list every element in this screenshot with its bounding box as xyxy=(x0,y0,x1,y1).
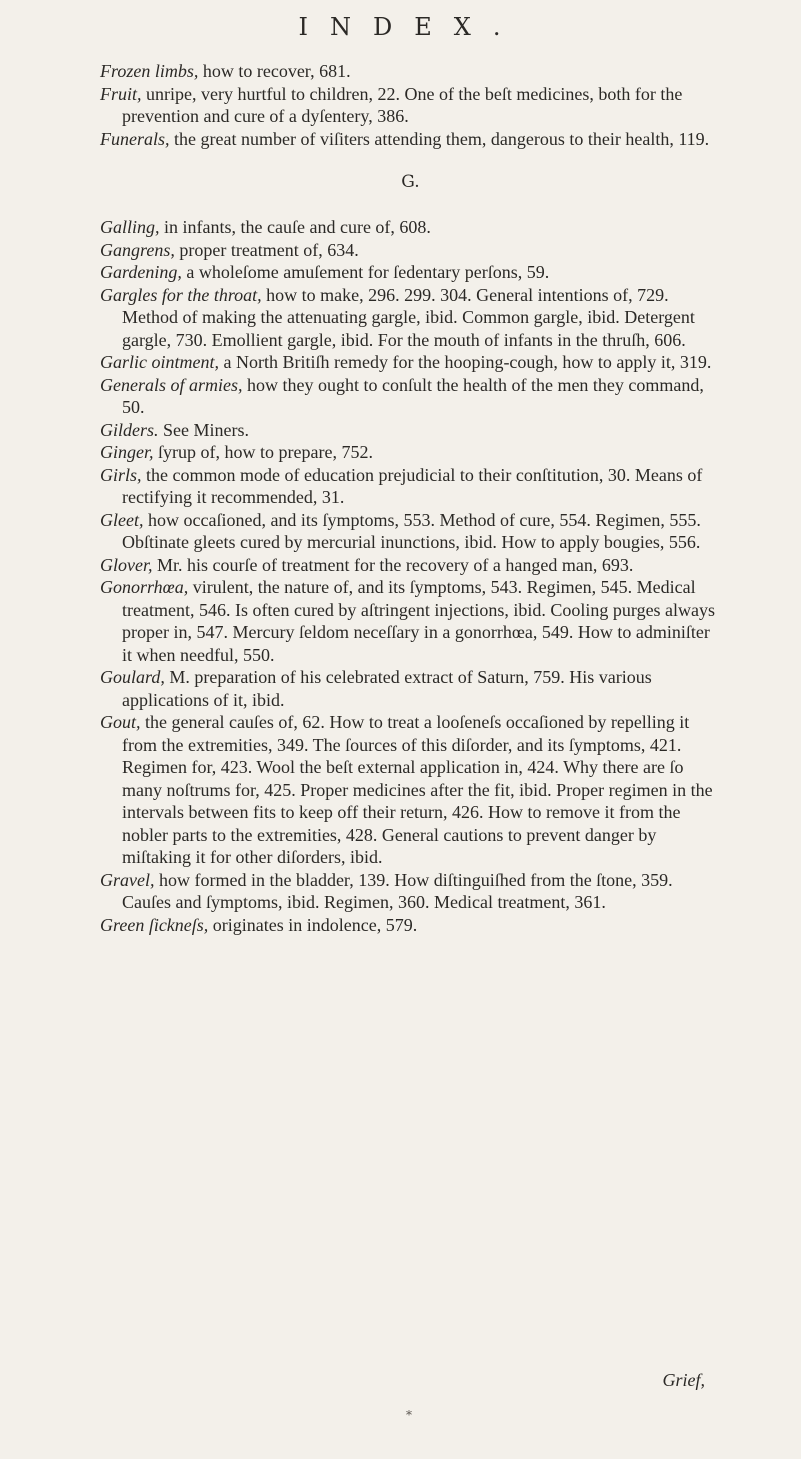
entry-headword: Garlic ointment, xyxy=(100,352,219,372)
entry-text: the great number of viſiters attending them, dangerous to their health, 119. xyxy=(169,128,710,149)
entry-text: proper treatment of, 634. xyxy=(174,239,359,260)
entry-text: how formed in the bladder, 139. How diſtinguiſhed from the ſtone, 359. Cauſes and ſymptoms, ibid. Regimen, 360. Medical treatment, 361. xyxy=(122,869,673,912)
index-entry xyxy=(100,576,721,666)
index-entry xyxy=(100,216,721,239)
entry-headword: Generals of armies, xyxy=(100,374,243,395)
index-entry xyxy=(100,441,721,464)
entry-text: in infants, the cauſe and cure of, 608. xyxy=(159,217,431,237)
entry-headword: Gleet, xyxy=(100,509,144,530)
index-entry xyxy=(100,464,721,509)
entry-text: how to make, 296. 299. 304. General intentions of, 729. Method of making the attenuating gargle, ibid. Common gargle, ibid. Detergent gargle, 730. Emollient gargle, ibid. For the mouth of infants in the thruſh, 606. xyxy=(122,284,695,350)
entry-headword: Frozen limbs, xyxy=(100,61,199,81)
catchword: Grief, xyxy=(662,1370,705,1390)
entries-f-list xyxy=(100,60,721,150)
index-entry xyxy=(100,83,721,128)
entry-text: the general cauſes of, 62. How to treat a looſeneſs occaſioned by repelling it from the extremities, 349. The ſources of this diſorder, and its ſymptoms, 421. Regimen for, 423. Wool the beſt external application in, 424. Why there are ſo many noſtrums for, 425. Proper medicines after the fit, ibid. Proper regimen in the intervals between fits to keep off their return, 426. How to remove it from the nobler parts to the extremities, 428. General cautions to prevent danger by miſtaking it for other diſorders, ibid. xyxy=(122,712,713,867)
entry-headword: Gonorrhœa, xyxy=(100,577,189,597)
page-mark: * xyxy=(406,1408,412,1422)
section-letter: G. xyxy=(401,172,420,192)
index-entry xyxy=(100,239,721,262)
entry-text: M. preparation of his celebrated extract of Saturn, 759. His various applications of it, ibid. xyxy=(122,667,652,710)
entry-headword: Glover, xyxy=(100,554,153,575)
index-entry xyxy=(100,128,721,151)
running-head: INDEX. xyxy=(298,13,523,41)
entry-text: a North Britiſh remedy for the hooping-cough, how to apply it, 319. xyxy=(219,352,712,372)
entry-headword: Funerals, xyxy=(100,128,170,149)
index-entry xyxy=(100,261,721,284)
index-entry xyxy=(100,914,721,937)
entry-headword: Gout, xyxy=(100,712,141,732)
index-entry xyxy=(100,351,721,374)
entry-headword: Green ſickneſs, xyxy=(100,914,209,935)
index-entry xyxy=(100,374,721,419)
entries-g-list xyxy=(100,216,721,936)
index-entry xyxy=(100,711,721,869)
entry-headword: Fruit, xyxy=(100,83,142,104)
entry-headword: Galling, xyxy=(100,217,160,237)
index-entry xyxy=(100,869,721,914)
entry-headword: Gilders. xyxy=(100,419,159,440)
entry-text: Mr. his courſe of treatment for the recovery of a hanged man, 693. xyxy=(152,554,634,575)
entry-headword: Goulard, xyxy=(100,667,165,687)
entry-text: originates in indolence, 579. xyxy=(208,914,418,935)
entry-text: how occaſioned, and its ſymptoms, 553. Method of cure, 554. Regimen, 555. Obſtinate gleets cured by mercurial inunctions, ibid. How to apply bougies, 556. xyxy=(122,509,701,552)
entry-headword: Gargles for the throat, xyxy=(100,284,262,305)
entry-text: how they ought to conſult the health of the men they command, 50. xyxy=(122,374,704,417)
index-entry xyxy=(100,509,721,554)
index-entry xyxy=(100,284,721,352)
entry-text: ſyrup of, how to prepare, 752. xyxy=(153,442,373,462)
index-entry xyxy=(100,419,721,442)
entry-text: unripe, very hurtful to children, 22. One of the beſt medicines, both for the prevention and cure of a dyſentery, 386. xyxy=(122,83,683,126)
index-entry xyxy=(100,60,721,83)
entry-headword: Gravel, xyxy=(100,869,155,890)
entry-text: See Miners. xyxy=(158,419,249,440)
entry-headword: Ginger, xyxy=(100,442,154,462)
entry-headword: Gangrens, xyxy=(100,239,175,260)
index-entry xyxy=(100,554,721,577)
index-entry xyxy=(100,666,721,711)
entry-text: how to recover, 681. xyxy=(198,61,351,81)
entry-headword: Girls, xyxy=(100,464,142,485)
entry-headword: Gardening, xyxy=(100,262,182,282)
entry-text: a wholeſome amuſement for ſedentary perſons, 59. xyxy=(181,262,550,282)
entry-text: virulent, the nature of, and its ſymptoms, 543. Regimen, 545. Medical treatment, 546. Is often cured by aſtringent injections, ibid. Cooling purges always proper in, 547. Mercury ſeldom neceſſary in a gonorrhœa, 549. How to adminiſter it when needful, 550. xyxy=(122,577,716,665)
entry-text: the common mode of education prejudicial to their conſtitution, 30. Means of rectifying it recommended, 31. xyxy=(122,464,703,507)
